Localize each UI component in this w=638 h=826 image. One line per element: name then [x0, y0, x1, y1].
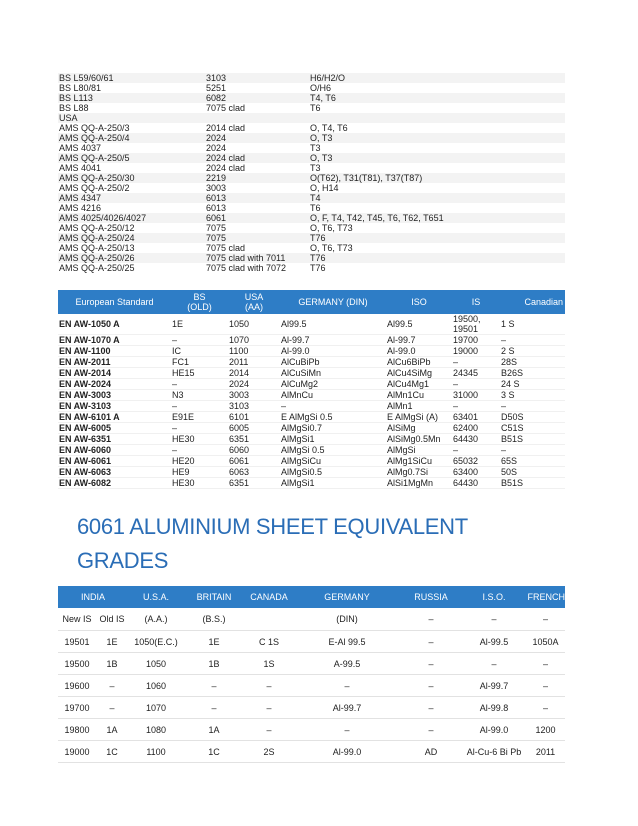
- table-cell: USA: [58, 113, 205, 123]
- table-cell: 19501: [58, 631, 96, 653]
- table-cell: 2011: [228, 357, 280, 368]
- table-row: [58, 263, 565, 273]
- table-cell: Al-99.5: [462, 631, 526, 653]
- table-cell: 2014: [228, 368, 280, 379]
- table-cell: –: [526, 653, 565, 675]
- table-cell: EN AW-6082: [58, 478, 171, 489]
- table-cell: Al-99.7: [462, 675, 526, 697]
- table-cell: O/H6: [310, 83, 332, 93]
- table-cell: A-99.5: [294, 653, 400, 675]
- table-cell: 2024: [206, 143, 227, 153]
- column-header: European Standard: [58, 290, 171, 314]
- table-cell: AD: [400, 741, 462, 763]
- sub-header: Old IS: [96, 608, 128, 631]
- table-row: [58, 412, 565, 423]
- table-row: [58, 223, 565, 233]
- table-cell: AlMgSi0.5: [280, 467, 386, 478]
- table-cell: 3103: [205, 73, 309, 83]
- table-row: [58, 390, 565, 401]
- table-cell: BS L88: [59, 103, 89, 113]
- table-cell: AMS QQ-A-250/5: [58, 153, 205, 163]
- table-cell: 7075 clad: [206, 243, 246, 253]
- table-cell: EN AW-6063: [58, 467, 171, 478]
- table-cell: 1A: [184, 719, 244, 741]
- table-cell: –: [184, 697, 244, 719]
- table-cell: T6: [310, 203, 321, 213]
- table-cell: 7075 clad with 7011: [205, 253, 309, 263]
- table-cell: T4, T6: [309, 93, 565, 103]
- sub-header: –: [400, 608, 462, 631]
- table-cell: HE30: [171, 478, 228, 489]
- table-cell: AMS QQ-A-250/25: [59, 263, 135, 273]
- table-cell: 1050(E.C.): [128, 631, 184, 653]
- table-cell: Al99.5: [386, 314, 452, 335]
- table-cell: 1050: [228, 314, 280, 335]
- table-cell: AlMnCu: [280, 390, 386, 401]
- table-row: [58, 203, 565, 213]
- table-cell: 6351: [228, 434, 280, 445]
- table-cell: O, T4, T6: [310, 123, 348, 133]
- table-cell: HE20: [171, 456, 228, 467]
- table-cell: EN AW-1100: [58, 346, 171, 357]
- table-cell: –: [500, 401, 565, 412]
- table-cell: 6013: [205, 193, 309, 203]
- table-row: [58, 253, 565, 263]
- table-cell: AMS 4025/4026/4027: [58, 213, 205, 223]
- table-cell: AlMn1: [386, 401, 452, 412]
- table-row: [58, 719, 565, 741]
- column-header: CANADA: [244, 586, 294, 608]
- table-cell: BS L59/60/61: [58, 73, 205, 83]
- table-cell: 7075 clad: [206, 103, 246, 113]
- table-cell: 3003: [228, 390, 280, 401]
- table-cell: 50S: [500, 467, 565, 478]
- column-header: INDIA: [58, 586, 128, 608]
- column-header: USA (AA): [228, 290, 280, 314]
- table-row: [58, 233, 565, 243]
- table-cell: –: [244, 719, 294, 741]
- table-cell: 6005: [228, 423, 280, 434]
- table-row: [58, 456, 565, 467]
- table-cell: 1A: [96, 719, 128, 741]
- table-cell: BS L80/81: [59, 83, 102, 93]
- table-cell: 2024: [205, 133, 309, 143]
- table-cell: AMS 4216: [59, 203, 102, 213]
- table-cell: –: [280, 401, 386, 412]
- column-header: RUSSIA: [400, 586, 462, 608]
- table-cell: IC: [171, 346, 228, 357]
- table-cell: AlCuBiPb: [280, 357, 386, 368]
- table-cell: 6101: [228, 412, 280, 423]
- table-cell: 65S: [500, 456, 565, 467]
- table-cell: 5251: [206, 83, 227, 93]
- table-cell: O, T6, T73: [310, 223, 353, 233]
- table-cell: –: [294, 719, 400, 741]
- table-cell: EN AW-6101 A: [58, 412, 171, 423]
- table-cell: N3: [171, 390, 228, 401]
- table-row: [58, 741, 565, 763]
- table-cell: [309, 113, 565, 123]
- table-cell: EN AW-1070 A: [58, 335, 171, 346]
- table-row: [58, 193, 565, 203]
- table-cell: 19000: [58, 741, 96, 763]
- table-cell: 2219: [205, 173, 309, 183]
- table-row: [58, 401, 565, 412]
- column-header: Canadian: [500, 290, 565, 314]
- table-cell: O, T3: [309, 133, 565, 143]
- sub-header: [244, 608, 294, 631]
- table-cell: 28S: [500, 357, 565, 368]
- table-cell: T3: [310, 143, 321, 153]
- table-cell: –: [96, 675, 128, 697]
- table-cell: T76: [309, 253, 565, 263]
- table-cell: 65032: [452, 456, 500, 467]
- table-cell: 62400: [452, 423, 500, 434]
- table-cell: 19800: [58, 719, 96, 741]
- table-cell: 1C: [96, 741, 128, 763]
- table-cell: B26S: [500, 368, 565, 379]
- table-cell: –: [500, 335, 565, 346]
- table-cell: EN AW-1050 A: [58, 314, 171, 335]
- table-row: [58, 346, 565, 357]
- table-cell: 1100: [228, 346, 280, 357]
- table-cell: –: [171, 423, 228, 434]
- alloy-specification-table: [58, 73, 565, 273]
- table-row: [58, 103, 565, 113]
- table-row: [58, 445, 565, 456]
- table-row: [58, 73, 565, 83]
- table-cell: 7075 clad with 7072: [206, 263, 287, 273]
- table-row: [58, 163, 565, 173]
- table-cell: AMS 4347: [58, 193, 205, 203]
- table-row: [58, 478, 565, 489]
- table-row: [58, 153, 565, 163]
- table-cell: AlMg0.7Si: [386, 467, 452, 478]
- table-cell: T76: [309, 233, 565, 243]
- table-cell: EN AW-2024: [58, 379, 171, 390]
- table-cell: 19500: [58, 653, 96, 675]
- table-cell: 6013: [206, 203, 227, 213]
- table-cell: 19600: [58, 675, 96, 697]
- table-cell: 19500, 19501: [452, 314, 500, 335]
- table-cell: B51S: [500, 478, 565, 489]
- table-cell: AMS QQ-A-250/12: [59, 223, 135, 233]
- table-cell: AMS QQ-A-250/13: [59, 243, 135, 253]
- table-cell: 1060: [128, 675, 184, 697]
- table-cell: Al-99.7: [280, 335, 386, 346]
- table-cell: O, H14: [310, 183, 339, 193]
- table-row: [58, 183, 565, 193]
- table-cell: BS L113: [58, 93, 205, 103]
- table-cell: EN AW-6351: [58, 434, 171, 445]
- table-cell: –: [171, 379, 228, 390]
- table-cell: EN AW-6061: [58, 456, 171, 467]
- table-cell: 3 S: [500, 390, 565, 401]
- table-cell: HE30: [171, 434, 228, 445]
- table-row: [58, 357, 565, 368]
- table-cell: 63400: [452, 467, 500, 478]
- table-cell: 2024: [228, 379, 280, 390]
- sub-header: (DIN): [294, 608, 400, 631]
- table-cell: AMS QQ-A-250/2: [59, 183, 130, 193]
- table-cell: –: [244, 697, 294, 719]
- table-row: [58, 83, 565, 93]
- table-cell: AMS QQ-A-250/26: [58, 253, 205, 263]
- column-header: ISO: [386, 290, 452, 314]
- table-row: [58, 675, 565, 697]
- table-cell: EN AW-3003: [58, 390, 171, 401]
- sub-header: –: [526, 608, 565, 631]
- table-cell: 1070: [228, 335, 280, 346]
- table-cell: –: [400, 719, 462, 741]
- table-row: [58, 368, 565, 379]
- table-cell: 1E: [171, 314, 228, 335]
- table-cell: 1 S: [500, 314, 565, 335]
- table-cell: –: [526, 697, 565, 719]
- table-row: [58, 379, 565, 390]
- table-cell: 1050A: [526, 631, 565, 653]
- table-cell: 63401: [452, 412, 500, 423]
- table-cell: 2011: [526, 741, 565, 763]
- table-cell: –: [184, 675, 244, 697]
- sub-header: New IS: [58, 608, 96, 631]
- table-cell: Al-99.7: [386, 335, 452, 346]
- table-cell: 31000: [452, 390, 500, 401]
- table-cell: E91E: [171, 412, 228, 423]
- table-cell: AlMgSi: [386, 445, 452, 456]
- table-cell: O(T62), T31(T81), T37(T87): [309, 173, 565, 183]
- table-cell: 64430: [452, 478, 500, 489]
- column-header: U.S.A.: [128, 586, 184, 608]
- table-row: [58, 335, 565, 346]
- table-cell: 6351: [228, 478, 280, 489]
- table-cell: –: [452, 379, 500, 390]
- table-cell: 64430: [452, 434, 500, 445]
- table-cell: 6061: [228, 456, 280, 467]
- table-cell: T4: [309, 193, 565, 203]
- table-row: [58, 434, 565, 445]
- table-row: [58, 113, 565, 123]
- table-cell: C51S: [500, 423, 565, 434]
- table-cell: AlMgSi1: [280, 478, 386, 489]
- table-cell: 1080: [128, 719, 184, 741]
- table-cell: –: [171, 445, 228, 456]
- table-row: [58, 143, 565, 153]
- table-cell: AlCuSiMn: [280, 368, 386, 379]
- table-cell: 1200: [526, 719, 565, 741]
- table-row: [58, 423, 565, 434]
- column-header: BS (OLD): [171, 290, 228, 314]
- table-cell: AMS QQ-A-250/3: [59, 123, 130, 133]
- table-cell: HE15: [171, 368, 228, 379]
- table-cell: O, T6, T73: [310, 243, 353, 253]
- table-cell: 19700: [58, 697, 96, 719]
- table-cell: O, F, T4, T42, T45, T6, T62, T651: [309, 213, 565, 223]
- table-row: [58, 173, 565, 183]
- table-cell: AMS QQ-A-250/24: [58, 233, 205, 243]
- table-cell: –: [452, 445, 500, 456]
- table-cell: AlMgSi1: [280, 434, 386, 445]
- table-row: [58, 467, 565, 478]
- table-cell: –: [452, 357, 500, 368]
- table-cell: AlSiMg: [386, 423, 452, 434]
- table-cell: Al-99.0: [462, 719, 526, 741]
- table-row: [58, 697, 565, 719]
- table-cell: –: [462, 653, 526, 675]
- sub-header: (B.S.): [184, 608, 244, 631]
- table-cell: –: [500, 445, 565, 456]
- table-cell: 19000: [452, 346, 500, 357]
- table-cell: B51S: [500, 434, 565, 445]
- table-cell: AMS 4041: [59, 163, 102, 173]
- table-cell: 24 S: [500, 379, 565, 390]
- table-cell: –: [244, 675, 294, 697]
- table-row: [58, 213, 565, 223]
- table-cell: 24345: [452, 368, 500, 379]
- table-cell: AlMg1SiCu: [386, 456, 452, 467]
- table-cell: E AlMgSi 0.5: [280, 412, 386, 423]
- table-cell: Al-Cu-6 Bi Pb: [462, 741, 526, 763]
- table-row: [58, 631, 565, 653]
- table-cell: Al-99.0: [294, 741, 400, 763]
- table-cell: 1070: [128, 697, 184, 719]
- table-cell: 7075: [205, 233, 309, 243]
- table-cell: FC1: [171, 357, 228, 368]
- table-row: [58, 93, 565, 103]
- table-cell: –: [294, 675, 400, 697]
- table-cell: Al-99.0: [386, 346, 452, 357]
- table-cell: D50S: [500, 412, 565, 423]
- table-cell: EN AW-2011: [58, 357, 171, 368]
- table-cell: AlSi1MgMn: [386, 478, 452, 489]
- table-cell: Al-99.7: [294, 697, 400, 719]
- table-cell: 3103: [228, 401, 280, 412]
- table-cell: –: [400, 697, 462, 719]
- table-cell: 3003: [206, 183, 227, 193]
- table-cell: HE9: [171, 467, 228, 478]
- table-cell: AlMn1Cu: [386, 390, 452, 401]
- table-cell: 19700: [452, 335, 500, 346]
- table-cell: 6063: [228, 467, 280, 478]
- table-row: [58, 653, 565, 675]
- table-cell: –: [96, 697, 128, 719]
- table-cell: Al-99.0: [280, 346, 386, 357]
- table-cell: 1B: [184, 653, 244, 675]
- column-header: FRENCH: [526, 586, 565, 608]
- column-header: I.S.O.: [462, 586, 526, 608]
- table-cell: H6/H2/O: [309, 73, 565, 83]
- table-cell: –: [171, 401, 228, 412]
- table-cell: AlSiMg0.5Mn: [386, 434, 452, 445]
- section-heading: 6061 ALUMINIUM SHEET EQUIVALENT GRADES: [77, 514, 468, 573]
- table-cell: 7075: [206, 223, 227, 233]
- table-cell: AMS QQ-A-250/4: [58, 133, 205, 143]
- table-cell: AlCu6BiPb: [386, 357, 452, 368]
- table-cell: AlMgSi 0.5: [280, 445, 386, 456]
- column-header: GERMANY: [294, 586, 400, 608]
- table-cell: O, T3: [309, 153, 565, 163]
- column-header: GERMANY (DIN): [280, 290, 386, 314]
- table-cell: Al99.5: [280, 314, 386, 335]
- table-row: [58, 243, 565, 253]
- table-cell: 1C: [184, 741, 244, 763]
- column-header: IS: [452, 290, 500, 314]
- table-cell: 1E: [184, 631, 244, 653]
- table-row: [58, 133, 565, 143]
- table-cell: C 1S: [244, 631, 294, 653]
- table-cell: 1050: [128, 653, 184, 675]
- table-cell: T76: [310, 263, 326, 273]
- table-cell: –: [171, 335, 228, 346]
- table-cell: [205, 113, 309, 123]
- table-cell: AMS 4037: [59, 143, 102, 153]
- table-cell: 1100: [128, 741, 184, 763]
- table-cell: E-Al 99.5: [294, 631, 400, 653]
- table-cell: EN AW-3103: [58, 401, 171, 412]
- table-cell: 6061: [205, 213, 309, 223]
- table-cell: EN AW-6060: [58, 445, 171, 456]
- table-cell: AlCu4Mg1: [386, 379, 452, 390]
- table-cell: E AlMgSi (A): [386, 412, 452, 423]
- table-cell: AlMgSiCu: [280, 456, 386, 467]
- sub-header: –: [462, 608, 526, 631]
- table-row: [58, 314, 565, 335]
- table-cell: 2024 clad: [205, 153, 309, 163]
- table-cell: 2014 clad: [206, 123, 246, 133]
- table-cell: 1B: [96, 653, 128, 675]
- table-cell: 2S: [244, 741, 294, 763]
- table-cell: T3: [310, 163, 321, 173]
- table-row: [58, 123, 565, 133]
- sub-header: (A.A.): [128, 608, 184, 631]
- table-cell: –: [452, 401, 500, 412]
- table-cell: 6082: [205, 93, 309, 103]
- table-cell: –: [400, 631, 462, 653]
- table-cell: 1S: [244, 653, 294, 675]
- table-cell: EN AW-6005: [58, 423, 171, 434]
- table-cell: AlCu4SiMg: [386, 368, 452, 379]
- table-cell: –: [400, 653, 462, 675]
- table-cell: AlMgSi0.7: [280, 423, 386, 434]
- table-cell: AlCuMg2: [280, 379, 386, 390]
- table-cell: Al-99.8: [462, 697, 526, 719]
- table-cell: EN AW-2014: [58, 368, 171, 379]
- table-cell: 6060: [228, 445, 280, 456]
- table-cell: AMS QQ-A-250/30: [58, 173, 205, 183]
- table-cell: –: [526, 675, 565, 697]
- table-cell: T6: [310, 103, 321, 113]
- european-standard-table: [58, 290, 565, 489]
- column-header: BRITAIN: [184, 586, 244, 608]
- table-cell: –: [400, 675, 462, 697]
- table-cell: 2024 clad: [206, 163, 246, 173]
- equivalent-grades-table: [58, 586, 565, 763]
- table-cell: 1E: [96, 631, 128, 653]
- table-cell: 2 S: [500, 346, 565, 357]
